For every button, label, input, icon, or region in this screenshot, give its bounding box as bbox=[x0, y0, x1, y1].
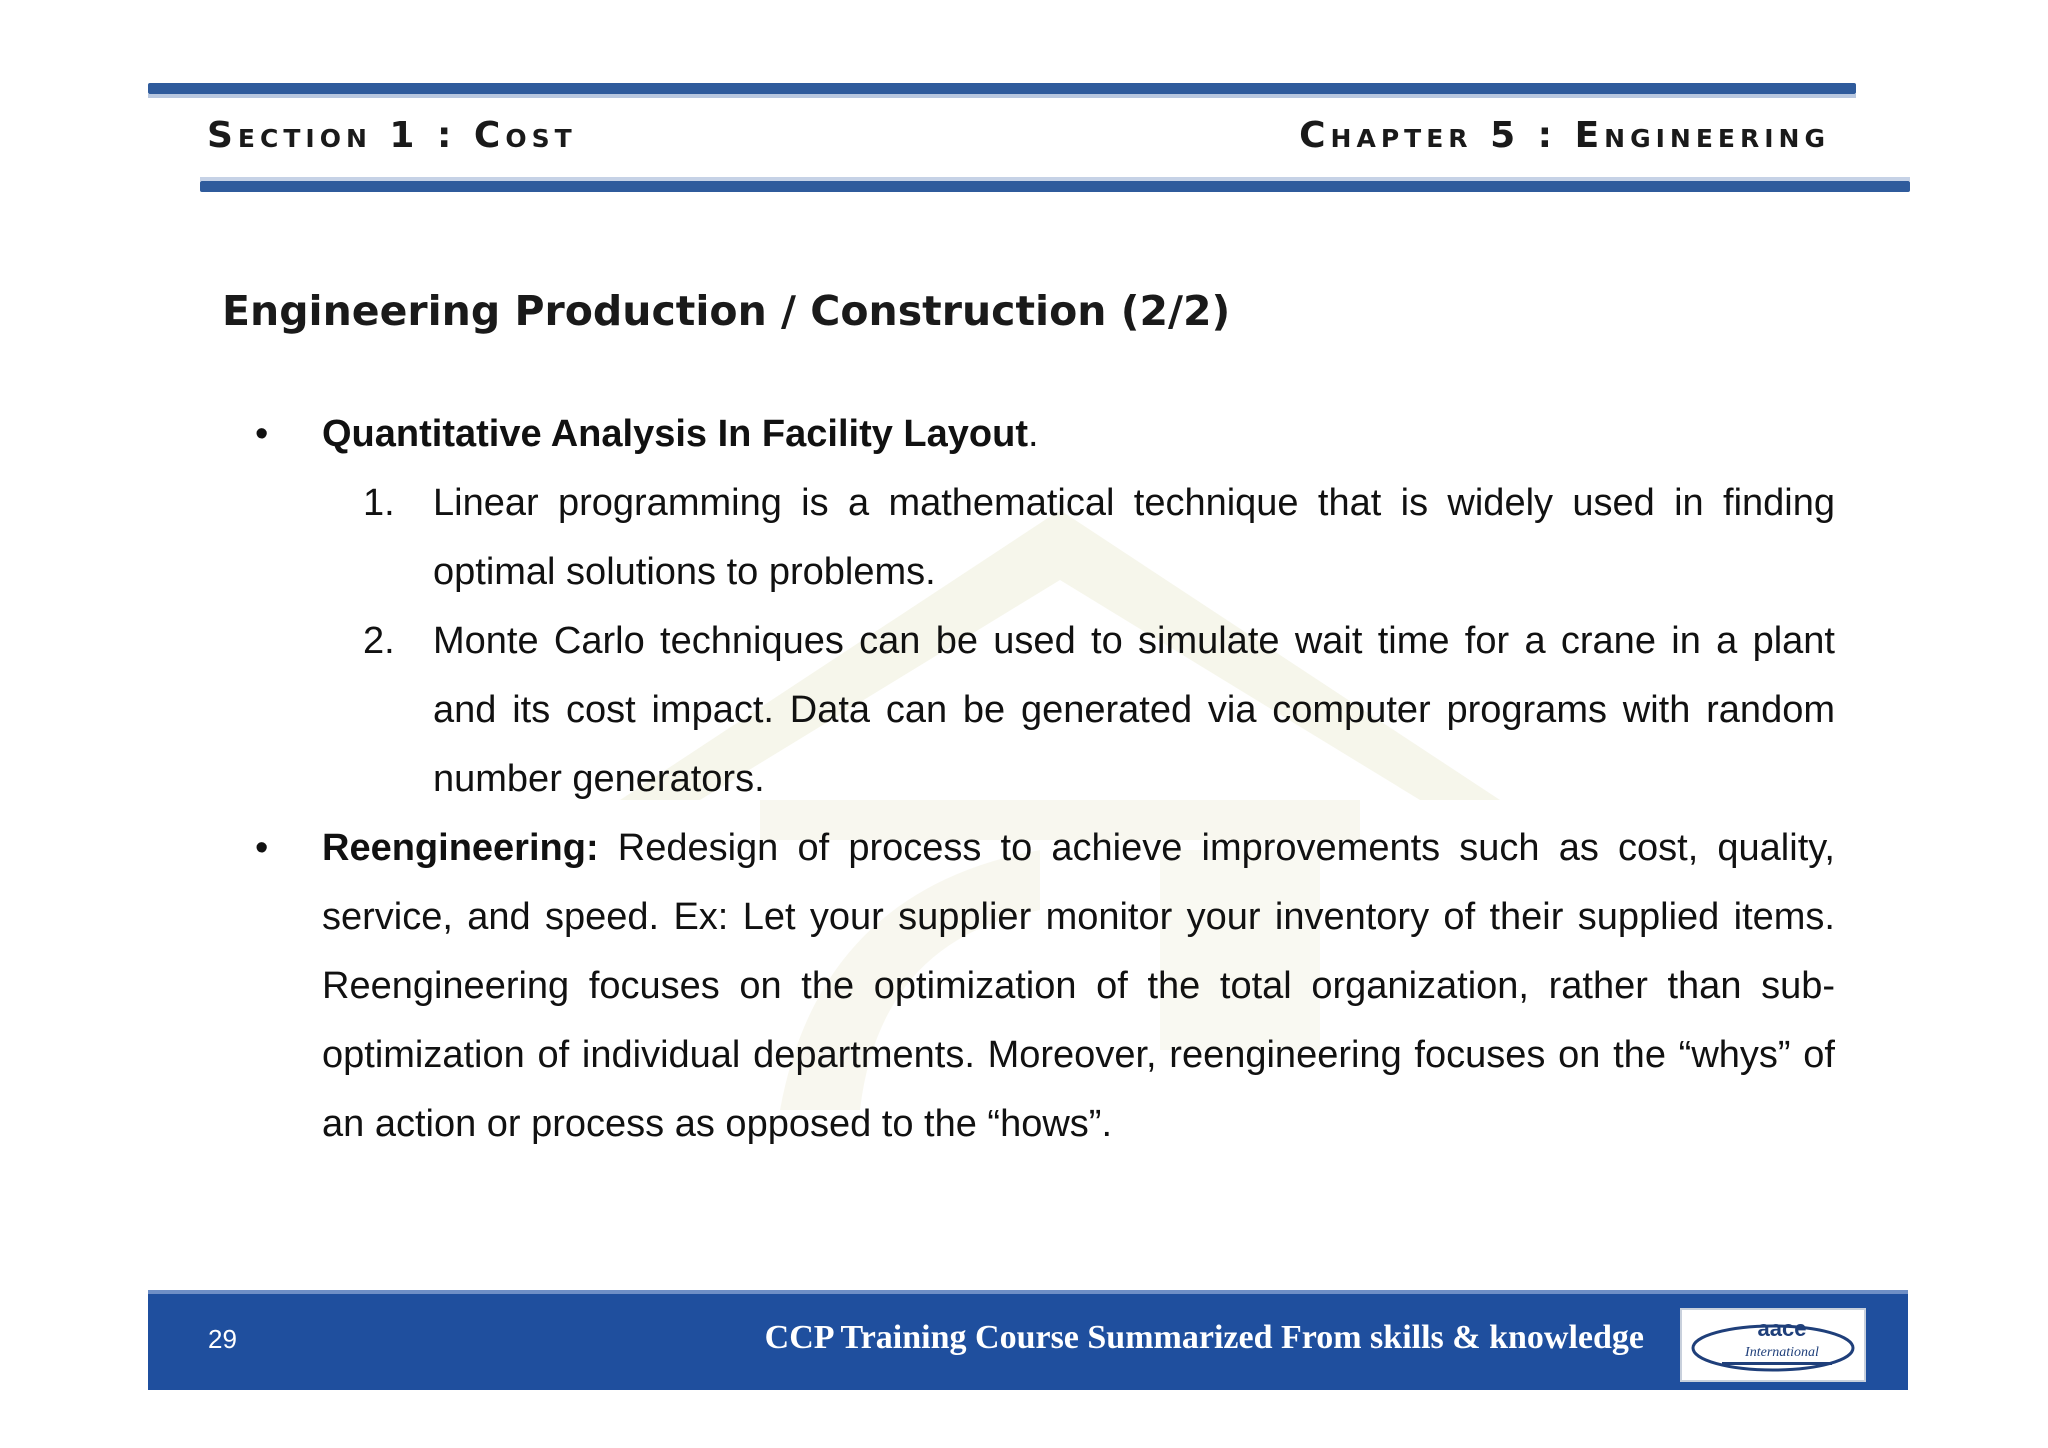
header-top-rule-shadow bbox=[148, 94, 1856, 98]
chapter-title: Chapter 5 : Engineering bbox=[1299, 115, 1830, 156]
header-bottom-rule bbox=[200, 181, 1910, 192]
footer-text: CCP Training Course Summarized From skills & knowledge bbox=[764, 1319, 1644, 1356]
slide-title: Engineering Production / Construction (2/2) bbox=[222, 287, 1231, 335]
list-item-number: 2. bbox=[363, 620, 395, 662]
page-number: 29 bbox=[208, 1324, 237, 1354]
bullet-heading: Quantitative Analysis In Facility Layout bbox=[322, 413, 1028, 455]
slide-content bbox=[255, 400, 1835, 1159]
header-top-rule bbox=[148, 83, 1856, 94]
aace-logo bbox=[1680, 1308, 1866, 1382]
bullet-text: Redesign of process to achieve improvements such as cost, quality, service, and speed. Ex: Let your supplier monitor your inventory of their supplied items. Reengineering focuses on the optimization of the total organization, rather than sub-optimization of individual departments. Moreover, reengineering focuses on the “whys” of an action or process as opposed to the “hows”. bbox=[322, 827, 1835, 1145]
bullet-body bbox=[322, 814, 1835, 1159]
list-item bbox=[363, 469, 1835, 607]
bullet-reengineering bbox=[255, 814, 1835, 1159]
bullet-quantitative-analysis bbox=[255, 400, 1835, 469]
bullet-dot-icon: • bbox=[255, 827, 269, 869]
section-title: Section 1 : Cost bbox=[207, 115, 577, 156]
list-item-number: 1. bbox=[363, 482, 395, 524]
numbered-list bbox=[255, 469, 1835, 814]
list-item-text: Monte Carlo techniques can be used to simulate wait time for a crane in a plant and its cost impact. Data can be generated via computer programs with random number generators. bbox=[433, 620, 1835, 800]
aace-logo-icon bbox=[1682, 1310, 1864, 1380]
list-item bbox=[363, 607, 1835, 814]
bullet-heading: Reengineering: bbox=[322, 827, 599, 869]
logo-text: aace bbox=[1757, 1316, 1807, 1341]
bullet-dot-icon: • bbox=[255, 413, 269, 455]
bullet-body bbox=[322, 400, 1835, 469]
logo-subtext: International bbox=[1745, 1345, 1819, 1360]
list-item-text: Linear programming is a mathematical technique that is widely used in finding optimal solutions to problems. bbox=[433, 482, 1835, 593]
footer-bar bbox=[148, 1290, 1908, 1390]
bullet-heading-suffix: . bbox=[1028, 413, 1039, 455]
